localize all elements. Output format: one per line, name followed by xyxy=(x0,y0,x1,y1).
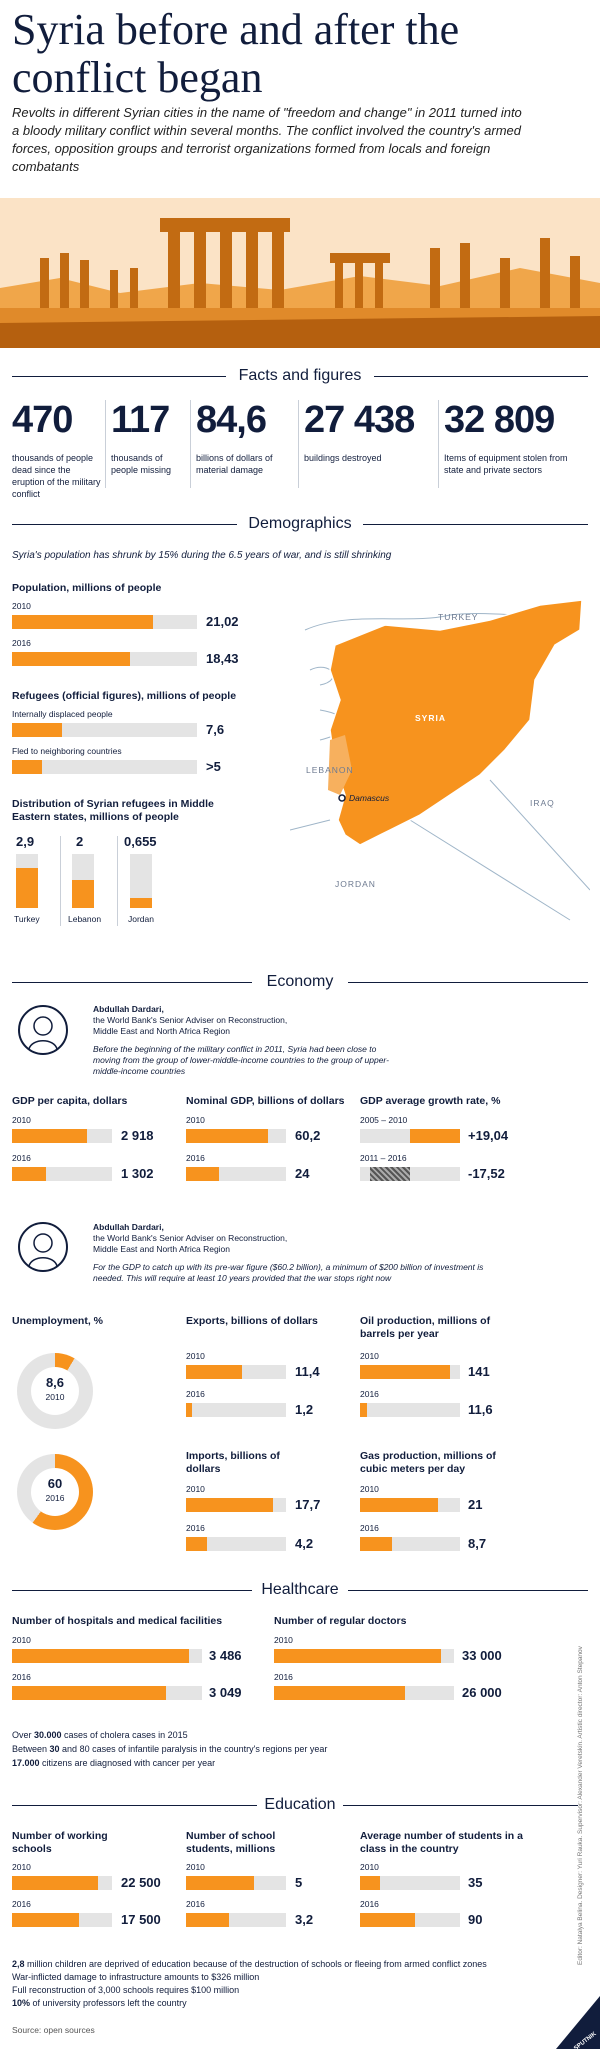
year-label: 2005 – 2010 xyxy=(360,1115,408,1125)
healthcare-note: 17.000 citizens are diagnosed with cancer per year xyxy=(12,1758,216,1768)
year-label: 2016 xyxy=(12,1672,31,1682)
fact-value: 32 809 xyxy=(444,399,555,441)
healthcare-note: Between 30 and 80 cases of infantile paralysis in the country's regions per year xyxy=(12,1744,328,1754)
year-label: 2016 xyxy=(186,1899,205,1909)
bar xyxy=(12,1876,112,1890)
bar xyxy=(360,1403,460,1417)
education-note: Full reconstruction of 3,000 schools requires $100 million xyxy=(12,1985,240,1995)
bar-fill xyxy=(360,1403,367,1417)
education-note: 10% of university professors left the country xyxy=(12,1998,187,2008)
bar-fill xyxy=(186,1129,268,1143)
map-label-damascus: Damascus xyxy=(349,793,390,803)
bar-fill xyxy=(186,1167,219,1181)
credits-anchor xyxy=(575,1646,585,1975)
bar-value: 7,6 xyxy=(206,722,225,737)
bar xyxy=(360,1365,460,1379)
bar-fill xyxy=(186,1365,242,1379)
bar xyxy=(186,1167,286,1181)
bar-fill xyxy=(360,1876,380,1890)
bar-value: >5 xyxy=(206,759,221,774)
bar-value: 8,7 xyxy=(468,1536,487,1551)
section-economy xyxy=(0,971,600,993)
quote-author: Abdullah Dardari, xyxy=(93,1004,164,1014)
bar-fill xyxy=(12,615,153,629)
fact-caption: Items of equipment stolen from state and private sectors xyxy=(444,453,568,475)
bar-value: 3 049 xyxy=(209,1685,242,1700)
donut-year: 2016 xyxy=(45,1493,65,1503)
year-label: 2010 xyxy=(12,1862,31,1872)
bar xyxy=(12,1167,112,1181)
bar xyxy=(360,1498,460,1512)
bar-value: 60,2 xyxy=(295,1128,321,1143)
year-label: 2016 xyxy=(186,1523,205,1533)
imports-title: Imports, billions of dollars xyxy=(186,1450,280,1475)
vbar xyxy=(72,854,94,908)
bar-value: 21 xyxy=(468,1497,483,1512)
vbar xyxy=(130,854,152,908)
bar-fill xyxy=(12,1913,79,1927)
vbar-value: 2,9 xyxy=(16,834,35,849)
year-label: 2010 xyxy=(360,1484,379,1494)
oil-title: Oil production, millions of barrels per year xyxy=(360,1315,491,1340)
logo-text: SPUTNIK xyxy=(573,2031,598,2053)
year-label: 2010 xyxy=(360,1862,379,1872)
bar-value: 26 000 xyxy=(462,1685,502,1700)
bar-value: -17,52 xyxy=(468,1166,505,1181)
year-label: 2010 xyxy=(12,1635,31,1645)
section-title-economy: Economy xyxy=(266,973,334,990)
bar xyxy=(360,1537,460,1551)
quote-role: the World Bank's Senior Adviser on Reconstruction, Middle East and North Africa Region xyxy=(93,1233,288,1254)
avatar xyxy=(18,1222,68,1272)
row-label: Fled to neighboring countries xyxy=(12,746,122,756)
bar xyxy=(186,1913,286,1927)
bar-value: 90 xyxy=(468,1912,483,1927)
year-label: 2010 xyxy=(186,1484,205,1494)
bar-fill xyxy=(274,1649,441,1663)
fact-caption: thousands of people missing xyxy=(111,453,172,475)
population-title: Population, millions of people xyxy=(12,582,162,594)
bar xyxy=(360,1167,460,1181)
section-title-healthcare: Healthcare xyxy=(261,1581,339,1598)
year-label: 2016 xyxy=(186,1389,205,1399)
year-label: 2016 xyxy=(12,1899,31,1909)
row-label: Internally displaced people xyxy=(12,709,113,719)
bar xyxy=(360,1129,460,1143)
bar-fill xyxy=(12,1686,166,1700)
year-label: 2016 xyxy=(360,1899,379,1909)
fact-value: 117 xyxy=(111,399,170,441)
vbar xyxy=(16,854,38,908)
exports-title: Exports, billions of dollars xyxy=(186,1315,318,1327)
bar xyxy=(12,652,197,666)
bar-fill xyxy=(12,1129,87,1143)
education-note: 2,8 million children are deprived of education because of the destruction of schools or fleeing from armed conflict zones xyxy=(12,1959,487,1969)
year-label: 2016 xyxy=(186,1153,205,1163)
bar-value: 22 500 xyxy=(121,1875,161,1890)
bar xyxy=(360,1876,460,1890)
bar-fill xyxy=(186,1876,254,1890)
map-label-turkey: TURKEY xyxy=(438,612,479,622)
year-label: 2016 xyxy=(360,1389,379,1399)
quote-text: For the GDP to catch up with its pre-war figure ($60.2 billion), a minimum of $200 billion of investment is needed. This will require at least 10 years provided that the war stops right now xyxy=(93,1262,484,1283)
bar xyxy=(12,1686,202,1700)
bar-value: 35 xyxy=(468,1875,483,1890)
bar xyxy=(12,1913,112,1927)
bar-value: 11,4 xyxy=(295,1364,320,1379)
year-label: 2010 xyxy=(274,1635,293,1645)
distribution-title: Distribution of Syrian refugees in Middle Eastern states, millions of people xyxy=(12,798,214,823)
healthcare-note: Over 30.000 cases of cholera cases in 2015 xyxy=(12,1730,188,1740)
bar-value: 24 xyxy=(295,1166,310,1181)
bar-value: 2 918 xyxy=(121,1128,154,1143)
bar xyxy=(186,1403,286,1417)
demographics-intro: Syria's population has shrunk by 15% during the 6.5 years of war, and is still shrinking xyxy=(12,550,392,561)
donut-chart xyxy=(17,1454,93,1530)
bar xyxy=(274,1686,454,1700)
quote-author: Abdullah Dardari, xyxy=(93,1222,164,1232)
class-size-title: Average number of students in a class in the country xyxy=(360,1830,523,1855)
bar-fill xyxy=(360,1913,415,1927)
hospitals-title: Number of hospitals and medical facilities xyxy=(12,1615,223,1627)
map-label-iraq: IRAQ xyxy=(530,798,555,808)
bar-fill xyxy=(186,1537,207,1551)
bar-value: 11,6 xyxy=(468,1402,493,1417)
year-label: 2016 xyxy=(12,1153,31,1163)
bar xyxy=(274,1649,454,1663)
bar-value: +19,04 xyxy=(468,1128,509,1143)
year-label: 2010 xyxy=(360,1351,379,1361)
map-label-jordan: JORDAN xyxy=(335,879,376,889)
bar-value: 4,2 xyxy=(295,1536,314,1551)
avatar xyxy=(18,1005,68,1055)
sputnik-logo xyxy=(556,1996,600,2049)
map-label-syria: SYRIA xyxy=(415,713,446,723)
section-demographics xyxy=(0,513,600,535)
refugees-title: Refugees (official figures), millions of people xyxy=(12,690,237,702)
donut-chart xyxy=(17,1353,93,1429)
map-label-lebanon: LEBANON xyxy=(306,765,354,775)
year-label: 2011 – 2016 xyxy=(360,1153,407,1163)
fact-value: 27 438 xyxy=(304,399,415,441)
fact-caption: billions of dollars of material damage xyxy=(196,453,273,475)
bar-value: 141 xyxy=(468,1364,490,1379)
year-label: 2016 xyxy=(274,1672,293,1682)
section-education xyxy=(0,1794,600,1816)
bar-value: 33 000 xyxy=(462,1648,502,1663)
bar-value: 21,02 xyxy=(206,614,239,629)
nominal-gdp-title: Nominal GDP, billions of dollars xyxy=(186,1095,345,1107)
doctors-title: Number of regular doctors xyxy=(274,1615,407,1627)
fact-value: 84,6 xyxy=(196,399,266,441)
bar-fill xyxy=(360,1537,392,1551)
gdp-growth-title: GDP average growth rate, % xyxy=(360,1095,501,1107)
vbar-label: Turkey xyxy=(14,914,40,924)
fact-caption: thousands of people dead since the eruption of the military conflict xyxy=(12,453,101,499)
students-title: Number of school students, millions xyxy=(186,1830,276,1855)
bar-fill xyxy=(12,760,42,774)
year-label: 2010 xyxy=(186,1862,205,1872)
year-label: 2010 xyxy=(12,1115,31,1125)
bar-fill xyxy=(12,1649,189,1663)
vbar-label: Jordan xyxy=(128,914,154,924)
bar-value: 1 302 xyxy=(121,1166,154,1181)
bar-fill xyxy=(360,1498,438,1512)
bar-value: 3,2 xyxy=(295,1912,314,1927)
section-title-demographics: Demographics xyxy=(248,515,352,532)
year-label: 2016 xyxy=(360,1523,379,1533)
vbar-label: Lebanon xyxy=(68,914,102,924)
bar xyxy=(186,1537,286,1551)
vbar-fill xyxy=(72,880,94,908)
section-facts xyxy=(0,365,600,387)
gdp-per-capita-title: GDP per capita, dollars xyxy=(12,1095,128,1107)
bar xyxy=(360,1913,460,1927)
bar-value: 17,7 xyxy=(295,1497,321,1512)
bar xyxy=(12,760,197,774)
education-note: War-inflicted damage to infrastructure amounts to $326 million xyxy=(12,1972,260,1982)
credits: Editor: Natalya Belina. Designer: Yuri Rauka. Supervisor: Alexander Veretskin. Artistic director: Anton Stepanov xyxy=(577,1646,584,1965)
bar-value: 18,43 xyxy=(206,651,239,666)
gas-title: Gas production, millions of cubic meters per day xyxy=(360,1450,496,1475)
year-label: 2010 xyxy=(186,1115,205,1125)
lead-paragraph: Revolts in different Syrian cities in the name of "freedom and change" in 2011 turned into a bloody military conflict within several months. The conflict involved the country's armed forces, opposition groups and terrorist organizations formed from locals and foreign combatants xyxy=(12,105,522,174)
vbar-fill xyxy=(16,868,38,909)
bar-fill xyxy=(274,1686,405,1700)
quote-role: the World Bank's Senior Adviser on Reconstruction, Middle East and North Africa Region xyxy=(93,1015,288,1036)
bar-fill xyxy=(186,1403,192,1417)
bar-fill xyxy=(12,723,62,737)
sources: Source: open sources xyxy=(12,2025,95,2035)
bar xyxy=(186,1129,286,1143)
year-label: 2016 xyxy=(12,638,31,648)
bar-fill xyxy=(12,652,130,666)
bar xyxy=(12,1649,202,1663)
bar xyxy=(12,1129,112,1143)
quote-text: Before the beginning of the military conflict in 2011, Syria had been close to moving from the group of lower-middle-income countries to the group of upper-middle-income countries xyxy=(93,1044,389,1076)
bar-value: 5 xyxy=(295,1875,303,1890)
bar xyxy=(12,723,197,737)
year-label: 2010 xyxy=(186,1351,205,1361)
bar-fill xyxy=(186,1498,273,1512)
vbar-fill xyxy=(130,898,152,908)
bar-value: 3 486 xyxy=(209,1648,242,1663)
bar-value: 1,2 xyxy=(295,1402,314,1417)
section-healthcare xyxy=(0,1579,600,1601)
section-title-education: Education xyxy=(264,1796,336,1813)
vbar-value: 0,655 xyxy=(124,834,157,849)
bar-fill xyxy=(360,1365,450,1379)
donut-value: 8,6 xyxy=(45,1375,65,1390)
palmyra-ruins-illustration xyxy=(0,198,600,348)
vbar-value: 2 xyxy=(76,834,84,849)
fact-value: 470 xyxy=(12,399,73,441)
bar-fill xyxy=(12,1167,46,1181)
bar-fill xyxy=(186,1913,229,1927)
unemployment-title: Unemployment, % xyxy=(12,1315,104,1327)
page-title: Syria before and after the conflict began xyxy=(12,5,460,102)
bar xyxy=(186,1365,286,1379)
schools-title: Number of working schools xyxy=(12,1830,108,1855)
donut-year: 2010 xyxy=(45,1392,65,1402)
bar xyxy=(186,1876,286,1890)
bar xyxy=(186,1498,286,1512)
year-label: 2010 xyxy=(12,601,31,611)
bar-value: 17 500 xyxy=(121,1912,161,1927)
section-title-facts: Facts and figures xyxy=(238,367,362,384)
donut-value: 60 xyxy=(47,1476,63,1491)
bar xyxy=(12,615,197,629)
fact-caption: buildings destroyed xyxy=(304,453,382,463)
bar-fill xyxy=(12,1876,98,1890)
